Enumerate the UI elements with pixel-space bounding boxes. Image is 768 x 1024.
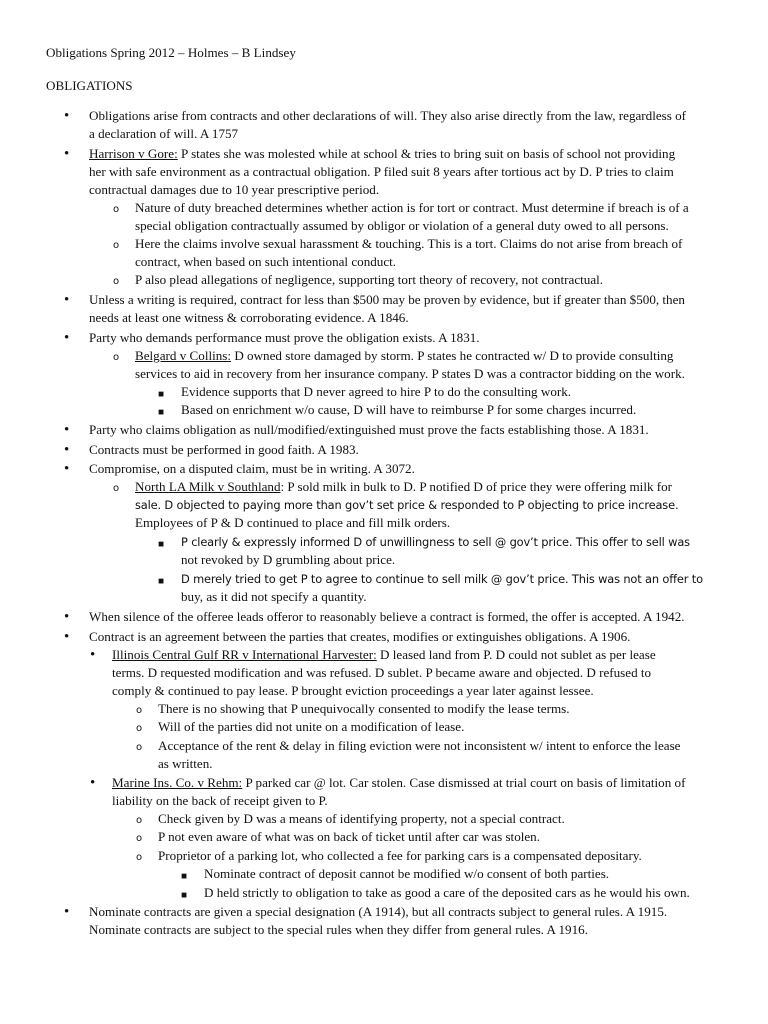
paragraph-line: Party who claims obligation as null/modified/extinguished must prove the facts establishing those. A 1831. xyxy=(89,422,649,437)
paragraph-line: There is no showing that P unequivocally consented to modify the lease terms. xyxy=(158,701,570,716)
case-name: Marine Ins. Co. v Rehm: xyxy=(112,775,243,790)
paragraph-line: Will of the parties did not unite on a modification of lease. xyxy=(158,719,465,734)
sub-bullet-icon: o xyxy=(113,204,120,215)
paragraph-line: Employees of P & D continued to place and fill milk orders. xyxy=(135,515,451,530)
paragraph-line: Here the claims involve sexual harassment & touching. This is a tort. Claims do not arise from breach of xyxy=(135,236,683,251)
paragraph-line: Obligations arise from contracts and other declarations of will. They also arise directly from the law, regardless of xyxy=(89,108,687,123)
bullet-icon: • xyxy=(90,775,96,791)
case-entry: Belgard v Collins: D owned store damaged by storm. P states he contracted w/ D to provide consulting xyxy=(135,348,674,363)
bullet-icon: • xyxy=(64,629,70,645)
paragraph-line: D merely tried to get P to agree to continue to sell milk @ gov’t price. This was not an offer to xyxy=(181,572,703,586)
paragraph-line: Nature of duty breached determines whether action is for tort or contract. Must determine if breach is of a xyxy=(135,200,689,215)
paragraph-line: as written. xyxy=(158,756,213,771)
paragraph-line: needs at least one witness & corroborating evidence. A 1846. xyxy=(89,310,409,325)
paragraph-line: buy, as it did not specify a quantity. xyxy=(181,589,367,604)
square-bullet-icon: ■ xyxy=(181,890,188,901)
paragraph-line: her with safe environment as a contractual obligation. P filed suit 8 years after tortious act by D. P tries to claim xyxy=(89,164,674,179)
case-entry: Marine Ins. Co. v Rehm: P parked car @ lot. Car stolen. Case dismissed at trial court on basis of limitation of xyxy=(112,775,686,790)
paragraph-line: Compromise, on a disputed claim, must be in writing. A 3072. xyxy=(89,461,415,476)
square-bullet-icon: ■ xyxy=(181,871,188,882)
case-entry: North LA Milk v Southland: P sold milk in bulk to D. P notified D of price they were offering milk for xyxy=(135,479,673,494)
case-name: North LA Milk v Southland xyxy=(135,479,281,494)
paragraph-line: Nominate contracts are given a special designation (A 1914), but all contracts subject to general rules. A 1915. xyxy=(89,904,668,919)
paragraph-line: not revoked by D grumbling about price. xyxy=(181,552,396,567)
sub-bullet-icon: o xyxy=(136,833,143,844)
case-name: Harrison v Gore: xyxy=(89,146,178,161)
sub-bullet-icon: o xyxy=(113,276,120,287)
section-title: OBLIGATIONS xyxy=(46,78,133,93)
sub-bullet-icon: o xyxy=(113,483,120,494)
sub-bullet-icon: o xyxy=(136,815,143,826)
paragraph-line: a declaration of will. A 1757 xyxy=(89,126,239,141)
paragraph-line: services to aid in recovery from her insurance company. P states D was a contractor bidding on the work. xyxy=(135,366,685,381)
paragraph-line: Acceptance of the rent & delay in filing eviction were not inconsistent w/ intent to enforce the lease xyxy=(158,738,681,753)
case-entry: Harrison v Gore: P states she was molested while at school & tries to bring suit on basis of school not providing xyxy=(89,146,676,161)
paragraph-line: Nominate contracts are subject to the special rules when they differ from general rules. A 1916. xyxy=(89,922,588,937)
paragraph-line: sale. D objected to paying more than gov’t set price & responded to P objecting to price increase. xyxy=(135,498,679,512)
bullet-icon: • xyxy=(64,609,70,625)
paragraph-line: P not even aware of what was on back of ticket until after car was stolen. xyxy=(158,829,541,844)
paragraph-line: terms. D requested modification and was refused. D sublet. P became aware and objected. D refused to xyxy=(112,665,652,680)
square-bullet-icon: ■ xyxy=(158,576,165,587)
paragraph-line: When silence of the offeree leads offeror to reasonably believe a contract is formed, the offer is accepted. A 1942. xyxy=(89,609,685,624)
case-name: Belgard v Collins: xyxy=(135,348,232,363)
bullet-icon: • xyxy=(64,330,70,346)
bullet-icon: • xyxy=(64,108,70,124)
sub-bullet-icon: o xyxy=(113,352,120,363)
paragraph-line: liability on the back of receipt given to P. xyxy=(112,793,328,808)
paragraph-line: Nominate contract of deposit cannot be modified w/o consent of both parties. xyxy=(204,866,610,881)
sub-bullet-icon: o xyxy=(113,240,120,251)
paragraph-line: P clearly & expressly informed D of unwillingness to sell @ gov’t price. This offer to sell was xyxy=(181,535,690,549)
case-entry: Illinois Central Gulf RR v International Harvester: D leased land from P. D could not sublet as per lease xyxy=(112,647,656,662)
paragraph-line: Party who demands performance must prove the obligation exists. A 1831. xyxy=(89,330,480,345)
paragraph-line: comply & continued to pay lease. P brought eviction proceedings a year later against lessee. xyxy=(112,683,594,698)
paragraph-line: D held strictly to obligation to take as good a care of the deposited cars as he would his own. xyxy=(204,885,690,900)
bullet-icon: • xyxy=(64,422,70,438)
bullet-icon: • xyxy=(64,292,70,308)
paragraph-line: contract, when based on such intentional conduct. xyxy=(135,254,397,269)
paragraph-line: Proprietor of a parking lot, who collected a fee for parking cars is a compensated depositary. xyxy=(158,848,642,863)
paragraph-line: Based on enrichment w/o cause, D will have to reimburse P for some charges incurred. xyxy=(181,402,637,417)
square-bullet-icon: ■ xyxy=(158,407,165,418)
square-bullet-icon: ■ xyxy=(158,539,165,550)
paragraph-line: Check given by D was a means of identifying property, not a special contract. xyxy=(158,811,565,826)
square-bullet-icon: ■ xyxy=(158,389,165,400)
sub-bullet-icon: o xyxy=(136,852,143,863)
case-name: Illinois Central Gulf RR v International Harvester: xyxy=(112,647,377,662)
paragraph-line: P also plead allegations of negligence, supporting tort theory of recovery, not contractual. xyxy=(135,272,604,287)
paragraph-line: Contracts must be performed in good faith. A 1983. xyxy=(89,442,359,457)
bullet-icon: • xyxy=(64,442,70,458)
document-header: Obligations Spring 2012 – Holmes – B Lindsey xyxy=(46,45,296,60)
bullet-icon: • xyxy=(64,146,70,162)
bullet-icon: • xyxy=(64,904,70,920)
paragraph-line: contractual damages due to 10 year prescriptive period. xyxy=(89,182,380,197)
bullet-icon: • xyxy=(64,461,70,477)
bullet-icon: • xyxy=(90,647,96,663)
paragraph-line: Evidence supports that D never agreed to hire P to do the consulting work. xyxy=(181,384,572,399)
sub-bullet-icon: o xyxy=(136,742,143,753)
paragraph-line: special obligation contractually assumed by obligor or violation of a general duty owed to all persons. xyxy=(135,218,669,233)
sub-bullet-icon: o xyxy=(136,705,143,716)
sub-bullet-icon: o xyxy=(136,723,143,734)
paragraph-line: Unless a writing is required, contract for less than $500 may be proven by evidence, but if greater than $500, then xyxy=(89,292,685,307)
paragraph-line: Contract is an agreement between the parties that creates, modifies or extinguishes obligations. A 1906. xyxy=(89,629,631,644)
